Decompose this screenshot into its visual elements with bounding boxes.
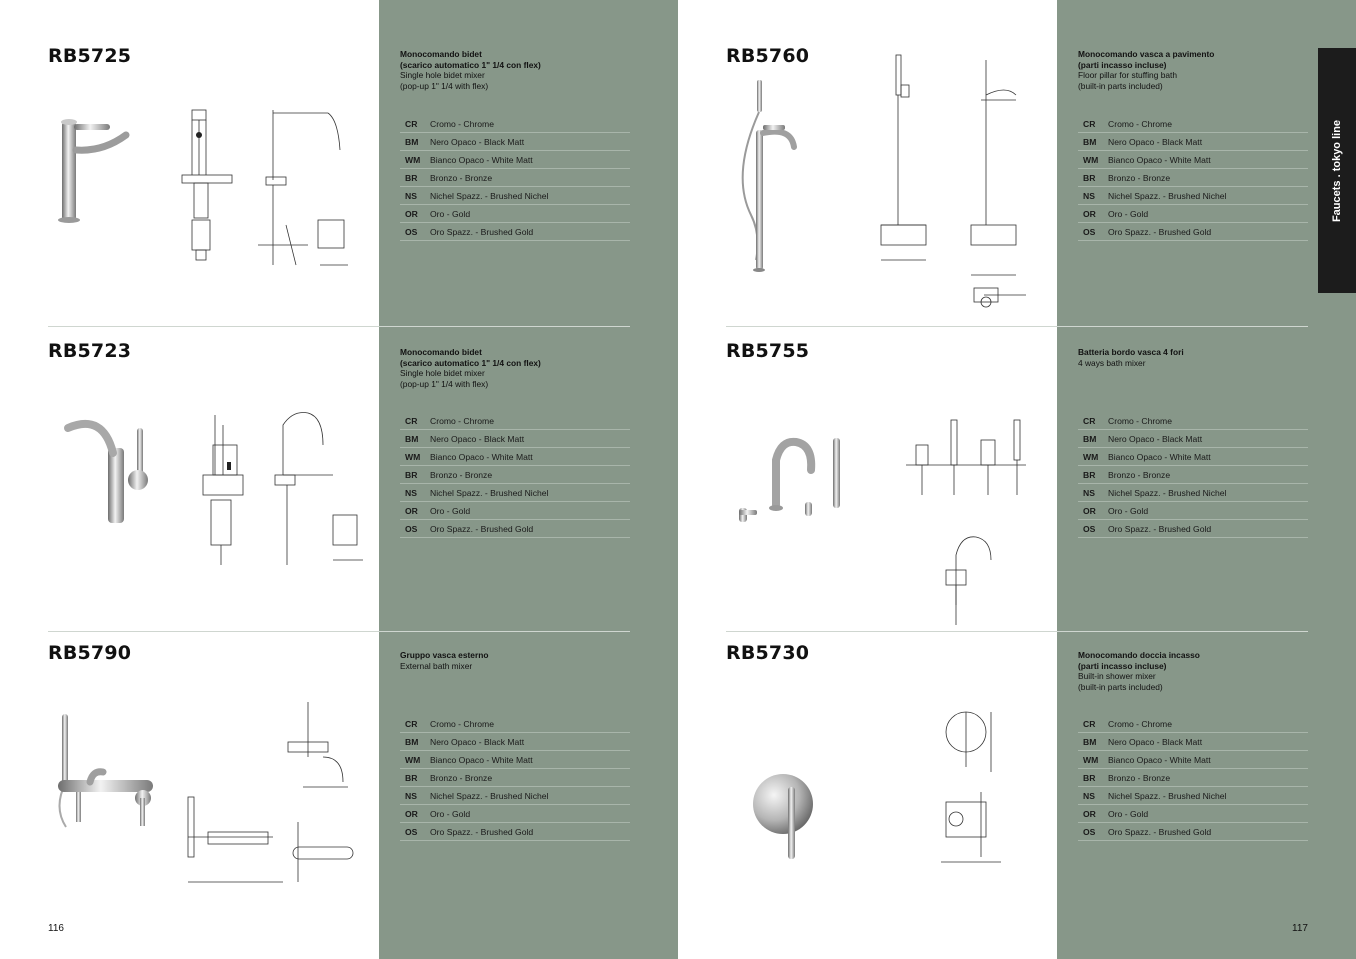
- finish-row: [400, 520, 630, 538]
- finish-code: NS: [1083, 790, 1095, 801]
- finish-code: CR: [1083, 415, 1096, 426]
- finish-code: BM: [1083, 736, 1097, 747]
- finish-row: [1078, 751, 1308, 769]
- finish-code: OS: [1083, 523, 1096, 534]
- finish-row: [400, 223, 630, 241]
- finishes-table: [400, 115, 630, 241]
- finish-name: Oro Spazz. - Brushed Gold: [430, 226, 534, 237]
- description-italian: Monocomando doccia incasso (parti incasso incluse): [1078, 650, 1200, 671]
- finish-row: [400, 430, 630, 448]
- description-english: External bath mixer: [400, 660, 473, 671]
- side-tab-label: Faucets . tokyo line: [1331, 119, 1343, 222]
- finish-name: Cromo - Chrome: [430, 718, 494, 729]
- finish-code: WM: [405, 754, 421, 765]
- finish-code: CR: [405, 118, 418, 129]
- finishes-table: [1078, 115, 1308, 241]
- finish-row: [1078, 502, 1308, 520]
- product-description: [400, 650, 640, 671]
- finish-code: OR: [405, 505, 418, 516]
- finish-name: Nichel Spazz. - Brushed Nichel: [1108, 190, 1227, 201]
- finish-code: NS: [1083, 487, 1095, 498]
- finish-code: WM: [1083, 451, 1099, 462]
- finish-row: [1078, 133, 1308, 151]
- finish-name: Oro - Gold: [1108, 505, 1149, 516]
- finish-code: OS: [1083, 826, 1096, 837]
- description-english: Built-in shower mixer (built-in parts included): [1078, 671, 1163, 692]
- finish-row: [400, 133, 630, 151]
- finish-code: NS: [405, 487, 417, 498]
- finish-row: [400, 769, 630, 787]
- finish-name: Bianco Opaco - White Matt: [430, 154, 533, 165]
- finish-row: [400, 205, 630, 223]
- product-description: [1078, 49, 1318, 91]
- finish-name: Cromo - Chrome: [430, 118, 494, 129]
- finish-row: [1078, 223, 1308, 241]
- section-divider: [48, 326, 630, 327]
- right-page: [678, 0, 1356, 959]
- description-english: Single hole bidet mixer (pop-up 1" 1/4 with flex): [400, 368, 489, 389]
- finish-code: BM: [405, 136, 419, 147]
- product-photo: [726, 75, 816, 275]
- finish-code: WM: [405, 451, 421, 462]
- finish-name: Bronzo - Bronze: [1108, 772, 1171, 783]
- finish-row: [1078, 805, 1308, 823]
- finish-row: [400, 151, 630, 169]
- description-italian: Monocomando vasca a pavimento (parti incasso incluse): [1078, 49, 1215, 70]
- finish-name: Oro - Gold: [430, 208, 471, 219]
- product-rb5730: [726, 642, 1308, 902]
- finish-row: [1078, 448, 1308, 466]
- finish-name: Nero Opaco - Black Matt: [1108, 136, 1203, 147]
- finish-name: Oro Spazz. - Brushed Gold: [1108, 226, 1212, 237]
- technical-drawing: [183, 697, 363, 897]
- finish-name: Nero Opaco - Black Matt: [430, 136, 525, 147]
- finish-name: Nichel Spazz. - Brushed Nichel: [430, 790, 549, 801]
- finish-code: BR: [405, 469, 418, 480]
- finish-name: Bianco Opaco - White Matt: [1108, 451, 1211, 462]
- finish-row: [400, 448, 630, 466]
- finish-row: [400, 502, 630, 520]
- product-code: RB5790: [48, 642, 132, 664]
- finish-code: OS: [405, 226, 418, 237]
- finish-row: [400, 715, 630, 733]
- description-italian: Batteria bordo vasca 4 fori: [1078, 347, 1184, 357]
- section-divider: [726, 631, 1308, 632]
- finish-name: Nichel Spazz. - Brushed Nichel: [1108, 487, 1227, 498]
- finish-name: Nero Opaco - Black Matt: [1108, 736, 1203, 747]
- product-rb5790: [48, 642, 630, 902]
- finish-name: Nichel Spazz. - Brushed Nichel: [430, 487, 549, 498]
- finish-row: [400, 169, 630, 187]
- description-english: Single hole bidet mixer (pop-up 1" 1/4 with flex): [400, 70, 489, 91]
- technical-drawing: [876, 415, 1066, 630]
- finish-code: NS: [405, 190, 417, 201]
- product-code: RB5755: [726, 340, 810, 362]
- finish-name: Oro - Gold: [1108, 208, 1149, 219]
- product-rb5723: [48, 340, 630, 600]
- finish-code: OR: [1083, 208, 1096, 219]
- finish-row: [1078, 151, 1308, 169]
- product-photo: [48, 712, 158, 837]
- product-photo: [53, 408, 158, 528]
- finish-row: [1078, 466, 1308, 484]
- finish-code: BR: [405, 172, 418, 183]
- section-divider: [48, 631, 630, 632]
- finishes-table: [400, 412, 630, 538]
- finish-row: [400, 412, 630, 430]
- finish-row: [400, 751, 630, 769]
- finish-code: BM: [1083, 136, 1097, 147]
- finish-name: Oro Spazz. - Brushed Gold: [430, 826, 534, 837]
- finish-code: BM: [1083, 433, 1097, 444]
- finish-code: NS: [405, 790, 417, 801]
- finish-row: [1078, 769, 1308, 787]
- page-number: 117: [1292, 923, 1308, 934]
- description-italian: Monocomando bidet (scarico automatico 1" 1/4 con flex): [400, 49, 541, 70]
- finish-row: [1078, 715, 1308, 733]
- finish-code: BM: [405, 736, 419, 747]
- product-description: [400, 347, 640, 389]
- finish-code: WM: [405, 154, 421, 165]
- finish-row: [1078, 169, 1308, 187]
- finishes-table: [1078, 412, 1308, 538]
- finish-row: [1078, 205, 1308, 223]
- product-description: [1078, 347, 1318, 368]
- finish-name: Bianco Opaco - White Matt: [1108, 754, 1211, 765]
- product-code: RB5730: [726, 642, 810, 664]
- product-rb5725: [48, 45, 630, 285]
- finish-name: Bronzo - Bronze: [430, 172, 493, 183]
- section-side-tab[interactable]: [1318, 48, 1356, 293]
- finishes-table: [1078, 715, 1308, 841]
- finish-code: OR: [1083, 808, 1096, 819]
- product-photo: [751, 767, 821, 862]
- description-english: Floor pillar for stuffing bath (built-in parts included): [1078, 70, 1177, 91]
- finish-row: [400, 187, 630, 205]
- finish-row: [1078, 823, 1308, 841]
- product-description: [1078, 650, 1318, 692]
- finish-code: OS: [405, 826, 418, 837]
- finish-row: [400, 823, 630, 841]
- finish-row: [1078, 733, 1308, 751]
- description-english: 4 ways bath mixer: [1078, 357, 1146, 368]
- technical-drawing: [178, 105, 378, 275]
- finish-name: Bronzo - Bronze: [430, 772, 493, 783]
- finish-code: CR: [1083, 718, 1096, 729]
- finish-row: [1078, 412, 1308, 430]
- finish-code: OR: [405, 208, 418, 219]
- technical-drawing: [856, 50, 1056, 320]
- product-rb5760: [726, 45, 1308, 320]
- finish-code: BR: [1083, 469, 1096, 480]
- product-code: RB5723: [48, 340, 132, 362]
- finish-code: CR: [1083, 118, 1096, 129]
- finish-name: Cromo - Chrome: [1108, 118, 1172, 129]
- finish-code: OS: [405, 523, 418, 534]
- finish-row: [1078, 187, 1308, 205]
- finish-row: [400, 805, 630, 823]
- finish-name: Cromo - Chrome: [1108, 415, 1172, 426]
- description-italian: Gruppo vasca esterno: [400, 650, 489, 660]
- finish-name: Oro - Gold: [430, 808, 471, 819]
- finish-code: OR: [1083, 505, 1096, 516]
- technical-drawing: [921, 697, 1051, 877]
- finish-name: Oro - Gold: [430, 505, 471, 516]
- finish-row: [1078, 115, 1308, 133]
- finish-row: [1078, 787, 1308, 805]
- finishes-table: [400, 715, 630, 841]
- finish-name: Oro Spazz. - Brushed Gold: [430, 523, 534, 534]
- description-italian: Monocomando bidet (scarico automatico 1" 1/4 con flex): [400, 347, 541, 368]
- finish-row: [1078, 430, 1308, 448]
- technical-drawing: [183, 405, 383, 575]
- finish-name: Bronzo - Bronze: [1108, 172, 1171, 183]
- finish-name: Nichel Spazz. - Brushed Nichel: [1108, 790, 1227, 801]
- product-photo: [731, 430, 851, 530]
- finish-code: OS: [1083, 226, 1096, 237]
- finish-code: OR: [405, 808, 418, 819]
- section-divider: [726, 326, 1308, 327]
- finish-name: Oro - Gold: [1108, 808, 1149, 819]
- product-rb5755: [726, 340, 1308, 630]
- finish-name: Cromo - Chrome: [1108, 718, 1172, 729]
- product-photo: [48, 110, 143, 230]
- page-number: 116: [48, 923, 64, 934]
- finish-row: [1078, 484, 1308, 502]
- finish-code: CR: [405, 718, 418, 729]
- finish-name: Bianco Opaco - White Matt: [430, 451, 533, 462]
- finish-code: NS: [1083, 190, 1095, 201]
- finish-code: BR: [405, 772, 418, 783]
- finish-row: [400, 115, 630, 133]
- finish-row: [400, 466, 630, 484]
- finish-code: BR: [1083, 172, 1096, 183]
- product-description: [400, 49, 640, 91]
- finish-row: [400, 787, 630, 805]
- finish-name: Nero Opaco - Black Matt: [430, 736, 525, 747]
- finish-row: [1078, 520, 1308, 538]
- finish-name: Bianco Opaco - White Matt: [430, 754, 533, 765]
- finish-name: Nero Opaco - Black Matt: [1108, 433, 1203, 444]
- finish-code: CR: [405, 415, 418, 426]
- finish-name: Bronzo - Bronze: [430, 469, 493, 480]
- finish-row: [400, 733, 630, 751]
- finish-code: BM: [405, 433, 419, 444]
- finish-code: WM: [1083, 154, 1099, 165]
- finish-name: Nero Opaco - Black Matt: [430, 433, 525, 444]
- finish-name: Oro Spazz. - Brushed Gold: [1108, 826, 1212, 837]
- finish-name: Bronzo - Bronze: [1108, 469, 1171, 480]
- product-code: RB5725: [48, 45, 132, 67]
- finish-name: Bianco Opaco - White Matt: [1108, 154, 1211, 165]
- finish-name: Nichel Spazz. - Brushed Nichel: [430, 190, 549, 201]
- finish-code: WM: [1083, 754, 1099, 765]
- product-code: RB5760: [726, 45, 810, 67]
- finish-name: Oro Spazz. - Brushed Gold: [1108, 523, 1212, 534]
- finish-code: BR: [1083, 772, 1096, 783]
- finish-name: Cromo - Chrome: [430, 415, 494, 426]
- finish-row: [400, 484, 630, 502]
